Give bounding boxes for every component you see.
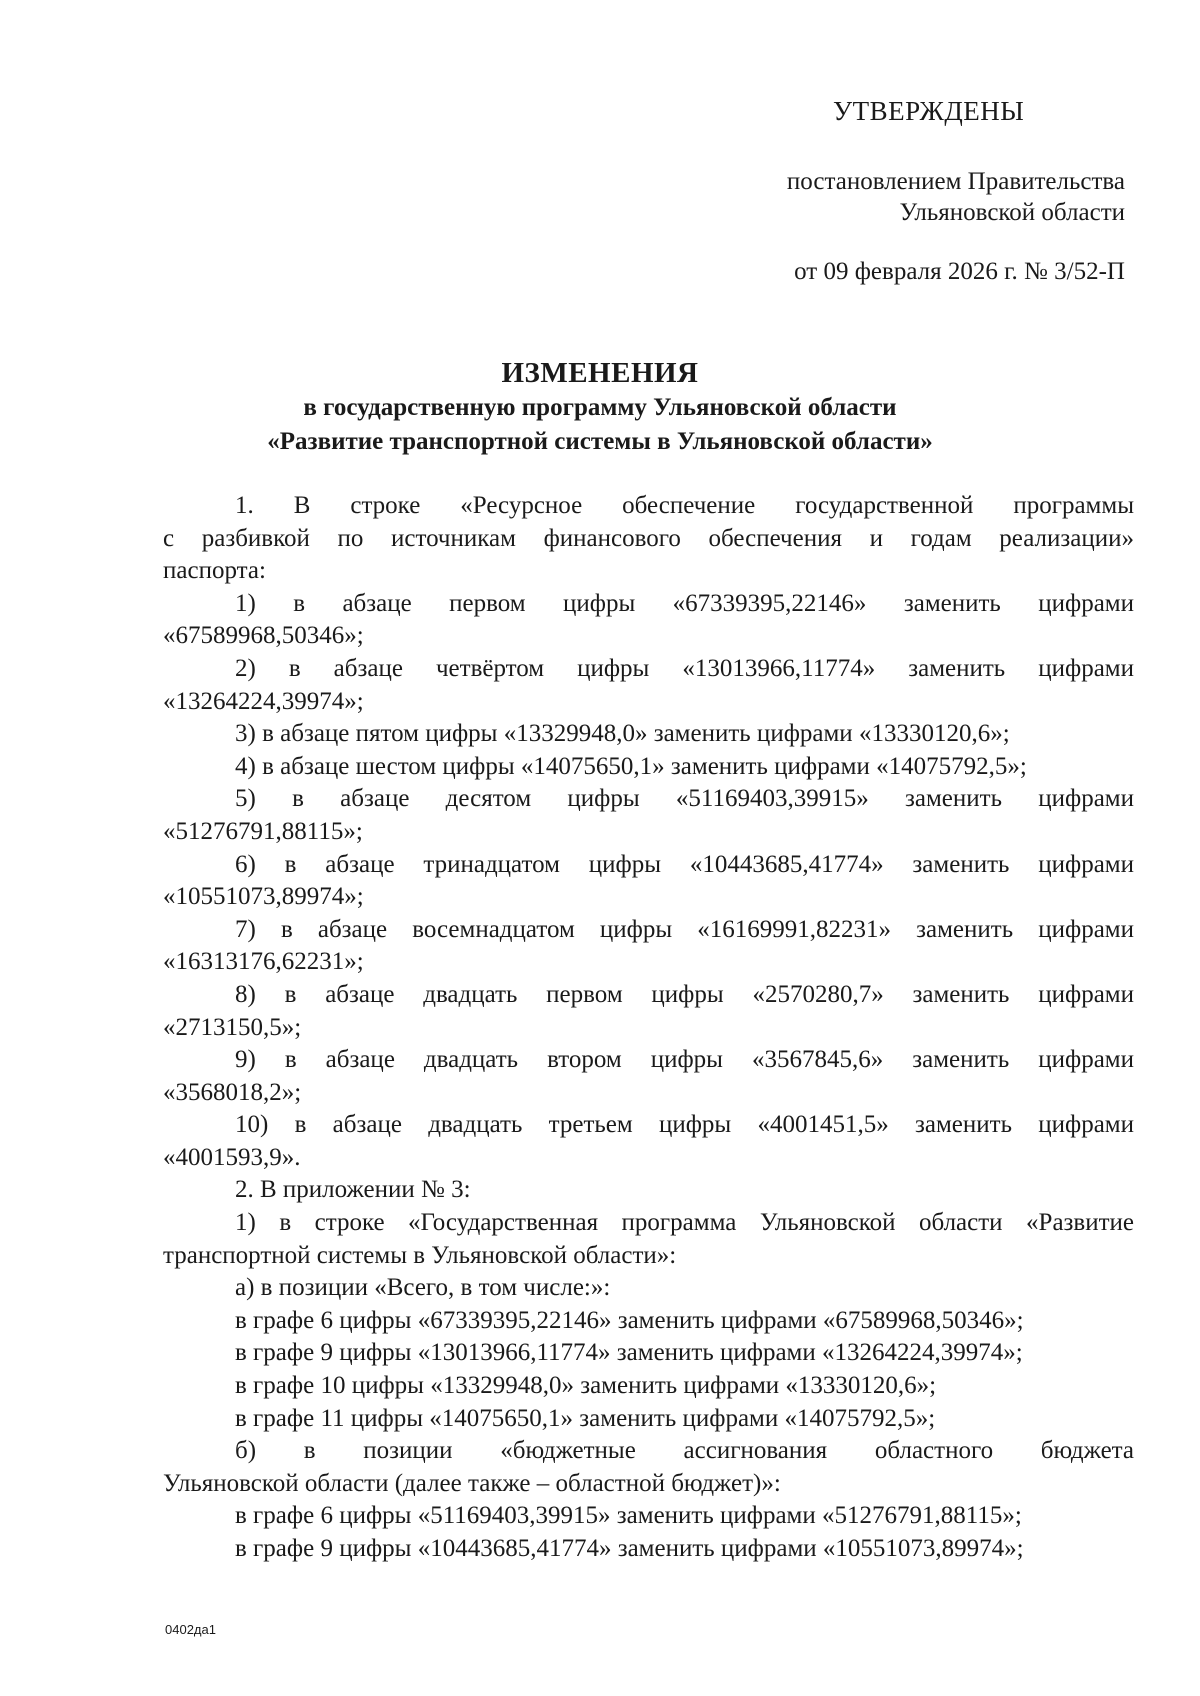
document-title: ИЗМЕНЕНИЯ bbox=[501, 357, 699, 389]
body-line: 10) в абзаце двадцать третьем цифры «4001451,5» заменить цифрами bbox=[235, 1111, 1134, 1139]
body-line: 1) в абзаце первом цифры «67339395,22146» заменить цифрами bbox=[235, 589, 1134, 617]
body-line: в графе 9 цифры «13013966,11774» заменить цифрами «13264224,39974»; bbox=[235, 1339, 1023, 1367]
body-line: с разбивкой по источникам финансового обеспечения и годам реализации» bbox=[163, 524, 1134, 552]
body-line: 6) в абзаце тринадцатом цифры «10443685,41774» заменить цифрами bbox=[235, 850, 1134, 878]
body-line: Ульяновской области (далее также – областной бюджет)»: bbox=[163, 1469, 781, 1497]
document-body bbox=[163, 490, 1134, 1566]
body-line: «51276791,88115»; bbox=[163, 817, 363, 845]
body-line: «4001593,9». bbox=[163, 1143, 301, 1171]
approval-date: от 09 февраля 2026 г. № 3/52-П bbox=[794, 258, 1125, 285]
body-line: 2) в абзаце четвёртом цифры «13013966,11774» заменить цифрами bbox=[235, 654, 1134, 682]
document-subtitle-2: «Развитие транспортной системы в Ульяновской области» bbox=[267, 428, 933, 455]
body-line: 2. В приложении № 3: bbox=[235, 1176, 471, 1204]
body-line: «16313176,62231»; bbox=[163, 948, 364, 976]
body-line: 1. В строке «Ресурсное обеспечение государственной программы bbox=[235, 492, 1134, 519]
body-line: 3) в абзаце пятом цифры «13329948,0» заменить цифрами «13330120,6»; bbox=[235, 720, 1010, 748]
body-line: 4) в абзаце шестом цифры «14075650,1» заменить цифрами «14075792,5»; bbox=[235, 752, 1027, 780]
document-subtitle-1: в государственную программу Ульяновской области bbox=[303, 394, 897, 421]
body-line: транспортной системы в Ульяновской области»: bbox=[163, 1241, 677, 1269]
body-line: в графе 10 цифры «13329948,0» заменить цифрами «13330120,6»; bbox=[235, 1372, 937, 1400]
body-line: 5) в абзаце десятом цифры «51169403,39915» заменить цифрами bbox=[235, 785, 1134, 813]
approval-line-1: постановлением Правительства bbox=[786, 168, 1125, 195]
body-line: в графе 9 цифры «10443685,41774» заменить цифрами «10551073,89974»; bbox=[235, 1535, 1024, 1562]
body-line: «13264224,39974»; bbox=[163, 687, 364, 715]
body-line: 8) в абзаце двадцать первом цифры «2570280,7» заменить цифрами bbox=[235, 980, 1134, 1008]
body-line: в графе 11 цифры «14075650,1» заменить цифрами «14075792,5»; bbox=[235, 1404, 936, 1432]
body-line: 9) в абзаце двадцать втором цифры «3567845,6» заменить цифрами bbox=[235, 1046, 1134, 1074]
body-line: а) в позиции «Всего, в том числе:»: bbox=[235, 1274, 611, 1302]
approval-line-2: Ульяновской области bbox=[899, 199, 1125, 226]
body-line: в графе 6 цифры «67339395,22146» заменить цифрами «67589968,50346»; bbox=[235, 1306, 1024, 1334]
body-line: б) в позиции «бюджетные ассигнования областного бюджета bbox=[235, 1437, 1134, 1465]
body-line: «10551073,89974»; bbox=[163, 883, 364, 911]
approval-title: УТВЕРЖДЕНЫ bbox=[833, 96, 1025, 126]
footer-code: 0402да1 bbox=[165, 1622, 216, 1637]
body-line: «67589968,50346»; bbox=[163, 622, 364, 650]
body-line: 7) в абзаце восемнадцатом цифры «16169991,82231» заменить цифрами bbox=[235, 915, 1134, 943]
body-line: 1) в строке «Государственная программа Ульяновской области «Развитие bbox=[235, 1209, 1134, 1237]
body-line: «3568018,2»; bbox=[163, 1078, 302, 1106]
body-line: в графе 6 цифры «51169403,39915» заменить цифрами «51276791,88115»; bbox=[235, 1502, 1022, 1530]
body-line: паспорта: bbox=[163, 557, 266, 585]
body-line: «2713150,5»; bbox=[163, 1013, 302, 1041]
